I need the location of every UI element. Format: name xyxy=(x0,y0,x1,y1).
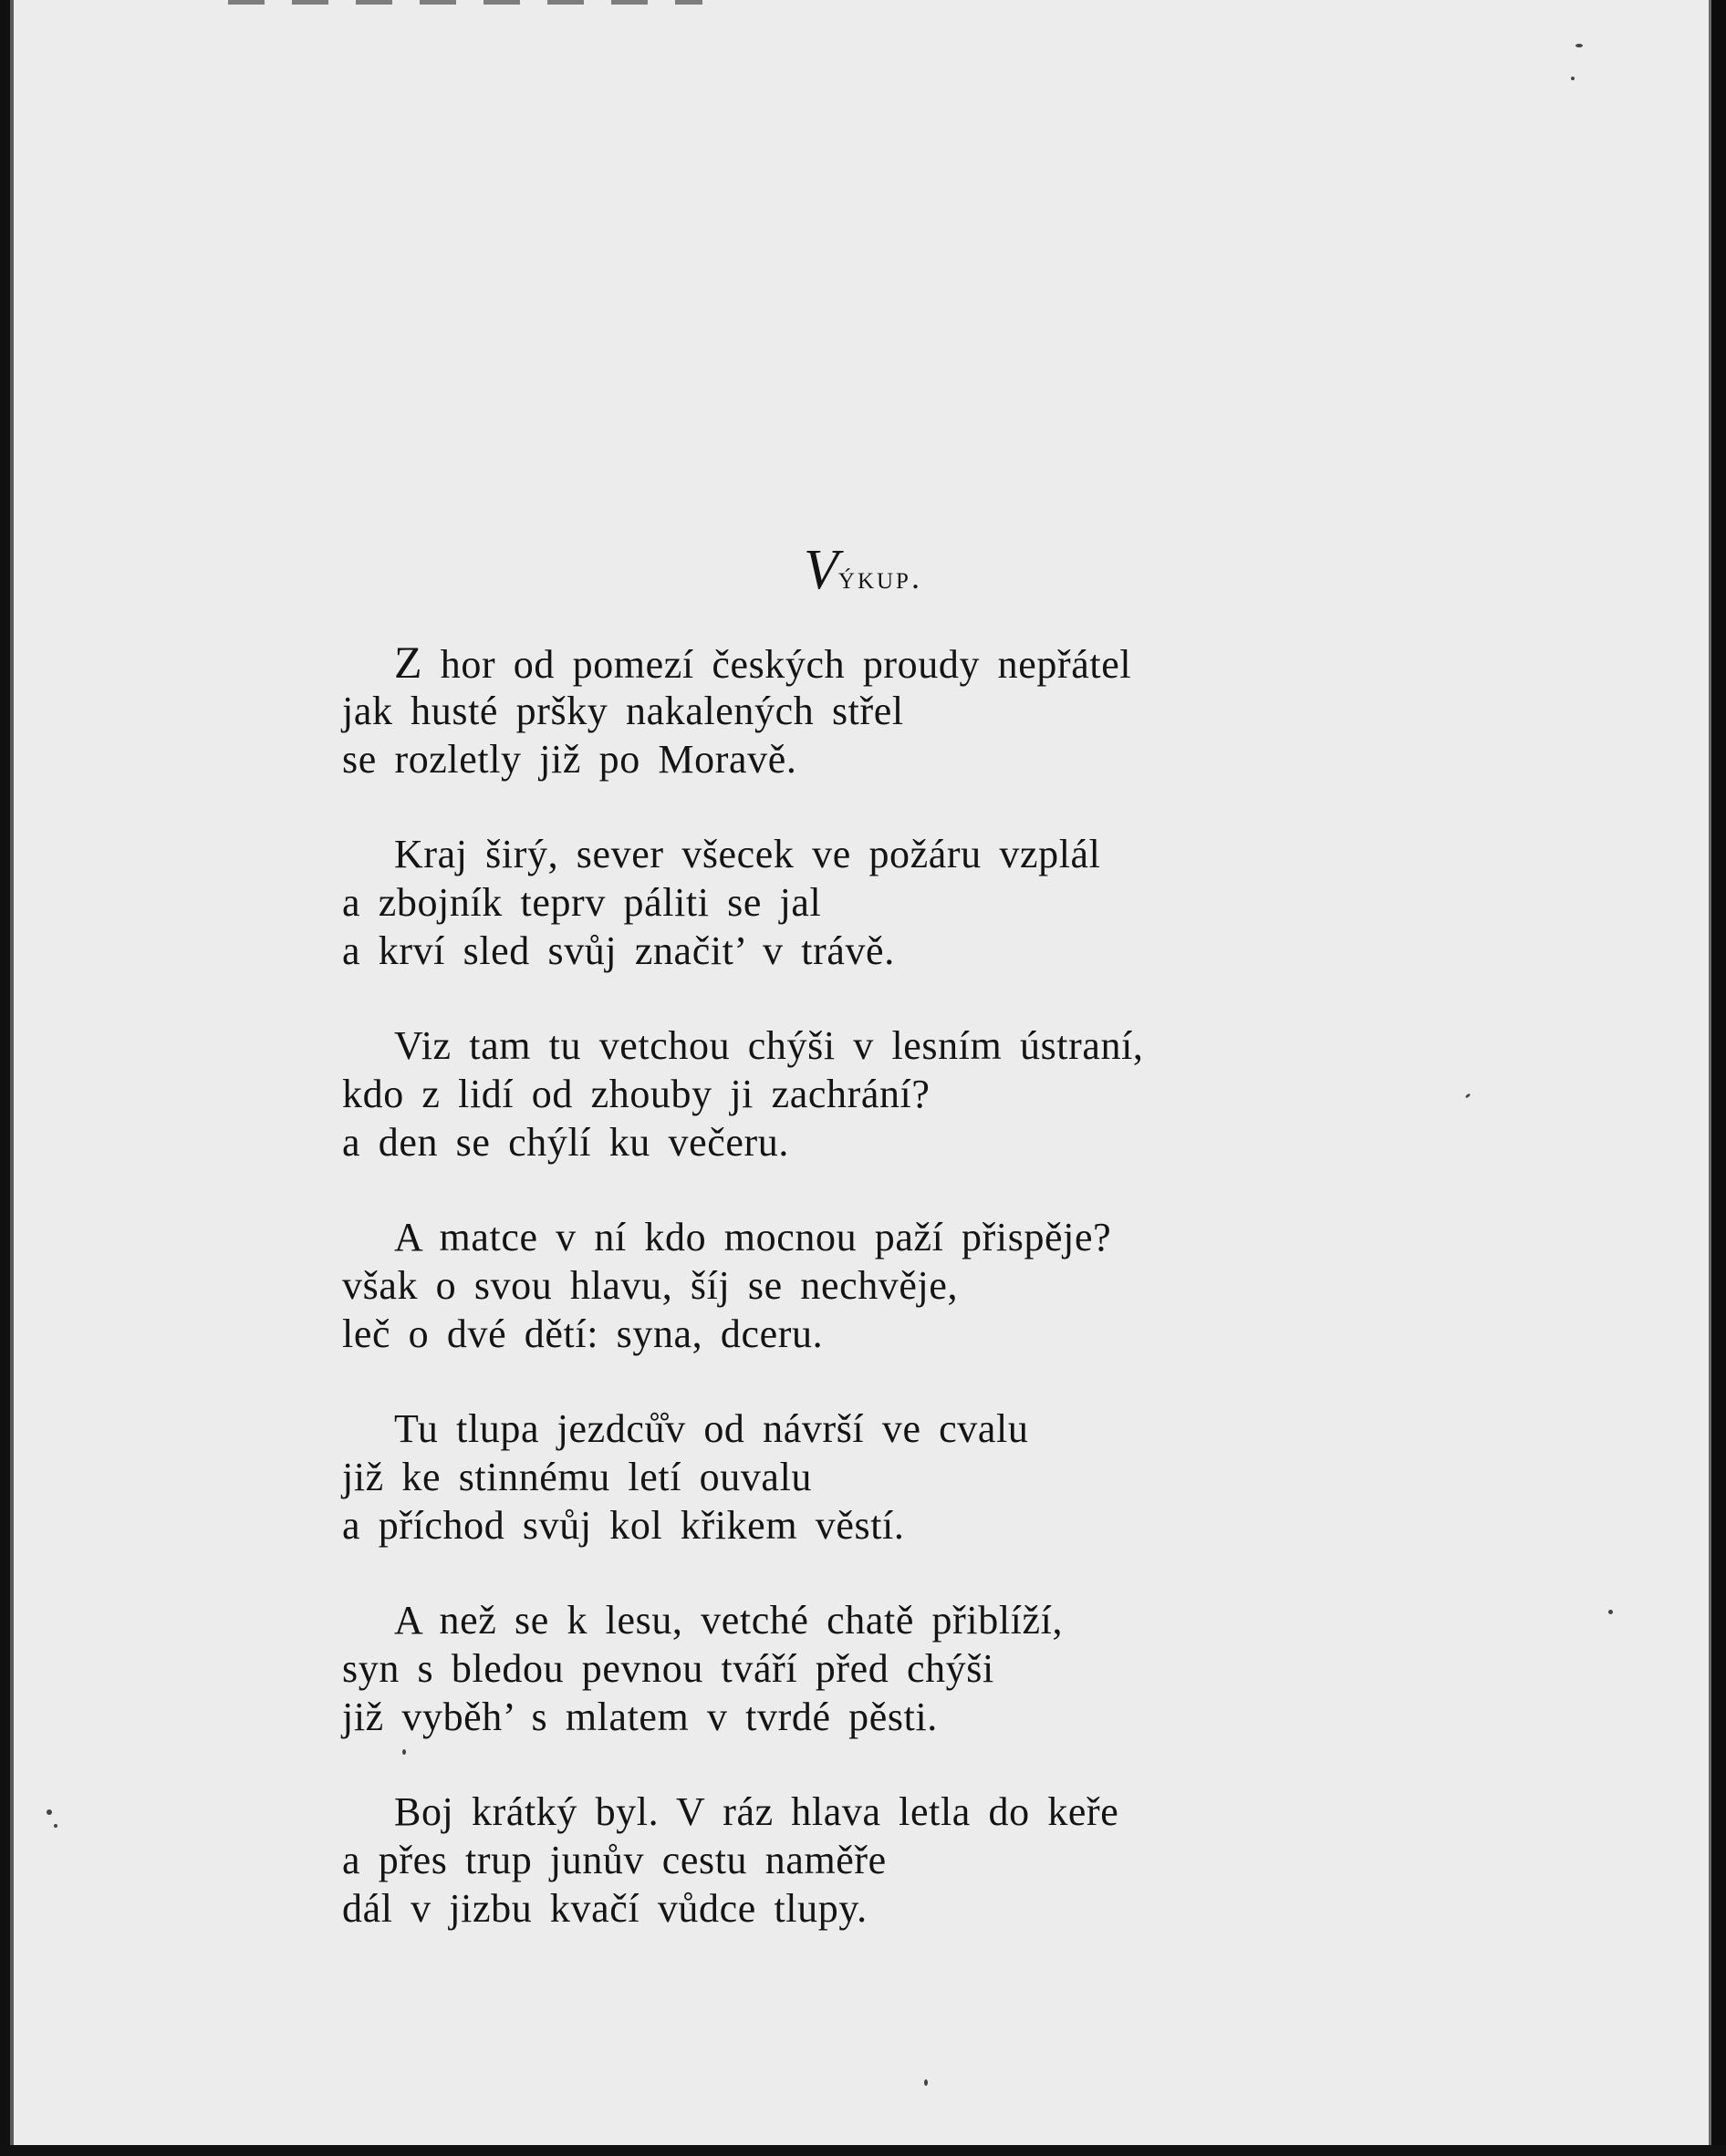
poem-title-rest: ýkup. xyxy=(837,559,922,596)
stanza xyxy=(342,1788,1346,1933)
verse-line: a krví sled svůj značit’ v trávě. xyxy=(342,928,895,973)
verse-line: již ke stinnému letí ouvalu xyxy=(342,1455,812,1499)
scan-border-top-bleed xyxy=(228,0,702,5)
verse-line: syn s bledou pevnou tváří před chýši xyxy=(342,1646,994,1691)
verse-line: kdo z lidí od zhouby ji zachrání? xyxy=(342,1072,931,1116)
scan-speck xyxy=(924,2079,928,2086)
verse-line: a den se chýlí ku večeru. xyxy=(342,1120,789,1165)
verse-line: již vyběh’ s mlatem v tvrdé pěsti. xyxy=(342,1695,938,1739)
scan-speck xyxy=(1608,1610,1613,1614)
stanza xyxy=(342,830,1346,975)
scan-speck xyxy=(47,1809,52,1815)
verse-line: jak husté pršky nakalených střel xyxy=(342,689,904,733)
verse-line: a příchod svůj kol křikem věstí. xyxy=(342,1503,905,1548)
scan-speck xyxy=(1571,77,1575,80)
verse-line: Boj krátký byl. V ráz hlava letla do keře xyxy=(394,1789,1119,1834)
verse-line: Kraj širý, sever všecek ve požáru vzplál xyxy=(394,832,1101,876)
stanza xyxy=(342,1021,1346,1166)
scan-speck xyxy=(1465,1093,1471,1098)
verse-line: však o svou hlavu, šíj se nechvěje, xyxy=(342,1263,959,1308)
verse-line: a přes trup junův cestu naměře xyxy=(342,1838,887,1882)
stanza xyxy=(342,1596,1346,1741)
stanza xyxy=(342,638,1346,783)
verse-line: Viz tam tu vetchou chýši v lesním ústraní, xyxy=(394,1023,1144,1068)
scan-border-right-shadow xyxy=(1709,0,1711,2156)
scan-speck xyxy=(54,1824,57,1828)
poem-title-initial: V xyxy=(804,539,838,601)
scan-border-right xyxy=(1711,0,1726,2156)
verse-line: leč o dvé dětí: syna, dceru. xyxy=(342,1311,824,1356)
verse-line: a zbojník teprv páliti se jal xyxy=(342,880,822,925)
scan-border-bottom xyxy=(0,2145,1726,2156)
poem-body xyxy=(342,638,1346,1979)
verse-line: A matce v ní kdo mocnou paží přispěje? xyxy=(394,1215,1112,1259)
verse-line: A než se k lesu, vetché chatě přiblíží, xyxy=(394,1598,1064,1643)
verse-line: Z hor od pomezí českých proudy nepřátel xyxy=(394,637,1132,688)
verse-line: se rozletly již po Moravě. xyxy=(342,737,797,782)
scan-border-left xyxy=(0,0,10,2156)
verse-line: Tu tlupa jezdců̊v od návrší ve cvalu xyxy=(394,1406,1029,1451)
stanza xyxy=(342,1213,1346,1358)
scan-border-left-shadow xyxy=(10,0,14,2156)
stanza xyxy=(342,1405,1346,1550)
scan-speck xyxy=(1575,44,1583,47)
poem-title xyxy=(0,538,1726,603)
verse-line: dál v jizbu kvačí vůdce tlupy. xyxy=(342,1886,868,1931)
